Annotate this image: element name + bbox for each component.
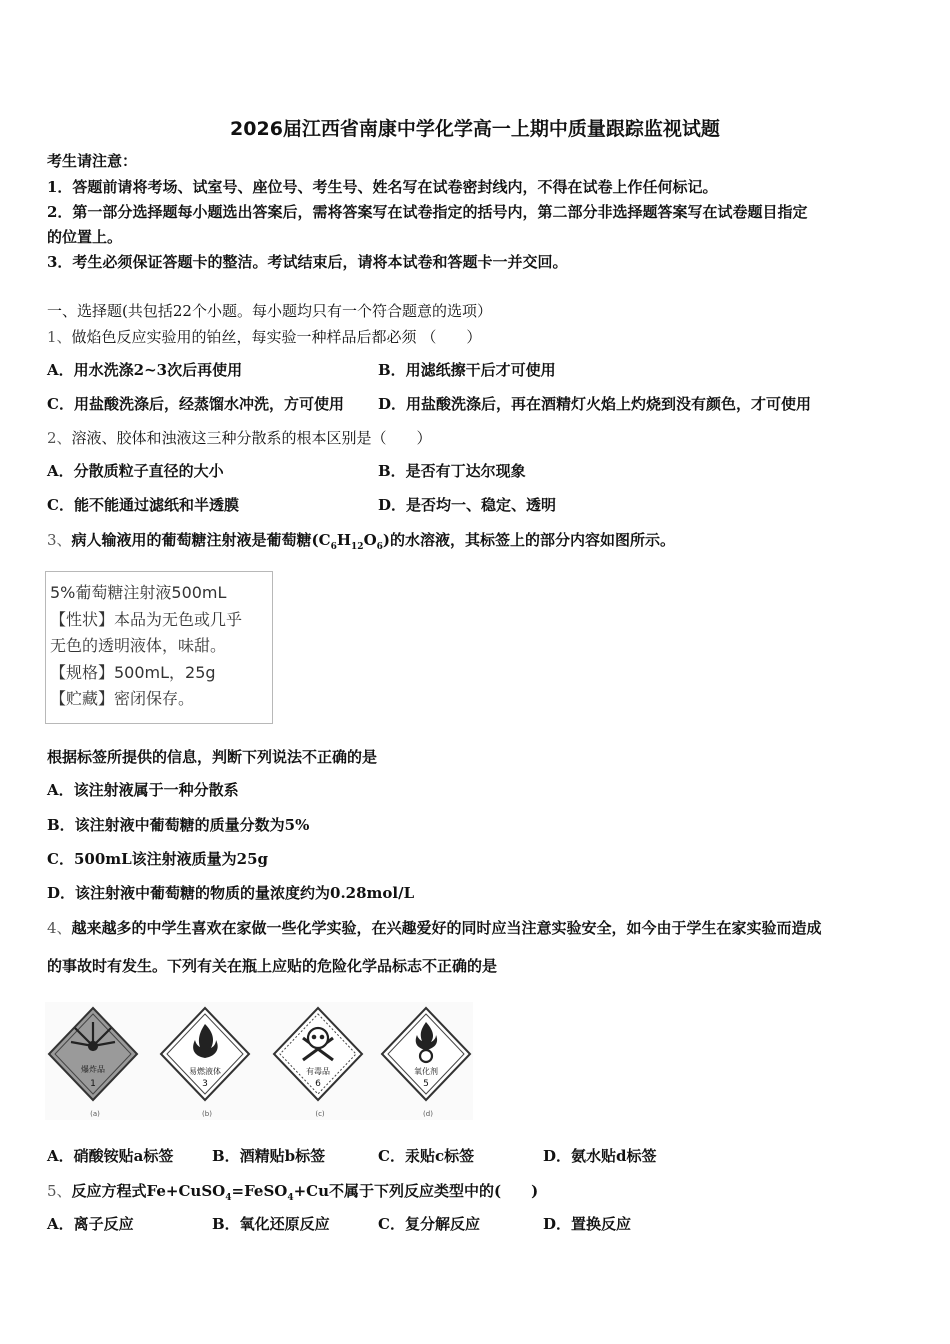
subscript: 4 [287,1193,294,1203]
q3-option-b[interactable]: B．该注射液中葡萄糖的质量分数为5% [47,816,310,834]
question-text: 做焰色反应实验用的铂丝，每实验一种样品后都必须 （ ） [71,328,482,346]
q2-option-d[interactable]: D．是否均一、稳定、透明 [378,496,557,514]
question-5-stem [47,1181,538,1208]
q1-option-b[interactable]: B．用滤纸擦干后才可使用 [378,361,556,379]
q1-option-c[interactable]: C．用盐酸洗涤后，经蒸馏水冲洗，方可使用 [47,395,344,413]
notice-item-3: 3．考生必须保证答题卡的整洁。考试结束后，请将本试卷和答题卡一并交回。 [47,253,568,271]
glucose-label-image [45,571,273,724]
q5-option-a[interactable]: A．离子反应 [47,1215,134,1233]
sign-tag: (b) [202,1110,212,1118]
sign-name: 氧化剂 [414,1067,438,1076]
label-line: 【贮藏】密闭保存。 [50,689,195,708]
question-text: +Cu不属于下列反应类型中的( ) [293,1182,539,1200]
q2-option-c[interactable]: C．能不能通过滤纸和半透膜 [47,496,239,514]
question-number: 2、 [47,429,72,447]
section-heading: 一、选择题(共包括22个小题。每小题均只有一个符合题意的选项） [47,302,492,320]
q4-option-a[interactable]: A．硝酸铵贴a标签 [47,1147,174,1165]
subscript: 12 [351,542,364,552]
question-number: 3、 [47,531,72,549]
sign-number: 3 [202,1079,208,1089]
formula-element: O [363,531,377,549]
question-number: 5、 [47,1182,72,1200]
q4-option-c[interactable]: C．汞贴c标签 [378,1147,475,1165]
notice-heading: 考生请注意： [47,152,138,170]
q5-option-b[interactable]: B．氧化还原反应 [212,1215,330,1233]
sign-name: 爆炸品 [81,1065,105,1074]
page-title: 2026届江西省南康中学化学高一上期中质量跟踪监视试题 [230,118,720,140]
subscript: 6 [330,542,337,552]
sign-number: 1 [90,1079,96,1089]
question-4-stem-2: 的事故时有发生。下列有关在瓶上应贴的危险化学品标志不正确的是 [47,957,498,975]
question-number: 1、 [47,328,72,346]
question-3-prompt: 根据标签所提供的信息，判断下列说法不正确的是 [47,748,378,766]
q4-option-b[interactable]: B．酒精贴b标签 [212,1147,326,1165]
question-text: 溶液、胶体和浊液这三种分散系的根本区别是（ ） [71,429,432,447]
q3-option-c[interactable]: C．500mL该注射液质量为25g [47,850,269,868]
question-text: 病人输液用的葡萄糖注射液是葡萄糖(C [71,531,331,549]
q5-option-d[interactable]: D．置换反应 [543,1215,632,1233]
subscript: 4 [225,1193,232,1203]
question-1-stem [47,327,481,347]
question-text: =FeSO [231,1182,288,1200]
q2-option-b[interactable]: B．是否有丁达尔现象 [378,462,526,480]
label-line: 5%葡萄糖注射液500mL [50,583,227,602]
label-line: 【规格】500mL，25g [50,662,216,682]
sign-tag: (c) [315,1110,325,1118]
label-line: 【性状】本品为无色或几乎 [50,609,243,629]
sign-tag: (a) [90,1110,100,1118]
question-4-stem-1 [47,918,822,938]
notice-item-2-cont: 的位置上。 [47,228,123,246]
sign-name: 易燃液体 [189,1067,221,1076]
question-number: 4、 [47,919,72,937]
question-text: 反应方程式Fe+CuSO [71,1182,226,1200]
sign-tag: (d) [423,1110,433,1118]
subscript: 6 [376,542,383,552]
question-text: )的水溶液，其标签上的部分内容如图所示。 [382,531,676,549]
notice-item-2: 2．第一部分选择题每小题选出答案后，需将答案写在试卷指定的括号内，第二部分非选择题答案写在试卷题目指定 [47,203,808,221]
q3-option-a[interactable]: A．该注射液属于一种分散系 [47,781,239,799]
q1-option-d[interactable]: D．用盐酸洗涤后，再在酒精灯火焰上灼烧到没有颜色，才可使用 [378,395,812,413]
q5-option-c[interactable]: C．复分解反应 [378,1215,480,1233]
q4-option-d[interactable]: D．氨水贴d标签 [543,1147,657,1165]
question-text: 越来越多的中学生喜欢在家做一些化学实验，在兴趣爱好的同时应当注意实验安全，如今由于学生在家实验而造成 [71,919,822,937]
sign-number: 6 [315,1079,321,1089]
q1-option-a[interactable]: A．用水洗涤2~3次后再使用 [47,361,243,379]
formula-element: H [336,531,352,549]
question-3-stem [47,530,675,557]
q3-option-d[interactable]: D．该注射液中葡萄糖的物质的量浓度约为0.28mol/L [47,884,415,902]
notice-item-1: 1．答题前请将考场、试室号、座位号、考生号、姓名写在试卷密封线内，不得在试卷上作任何标记。 [47,178,718,196]
sign-name: 有毒品 [306,1067,330,1076]
q2-option-a[interactable]: A．分散质粒子直径的大小 [47,462,224,480]
label-line: 无色的透明液体，味甜。 [50,636,227,655]
sign-number: 5 [423,1079,429,1089]
hazard-signs-image [45,1002,473,1120]
question-2-stem [47,428,432,448]
